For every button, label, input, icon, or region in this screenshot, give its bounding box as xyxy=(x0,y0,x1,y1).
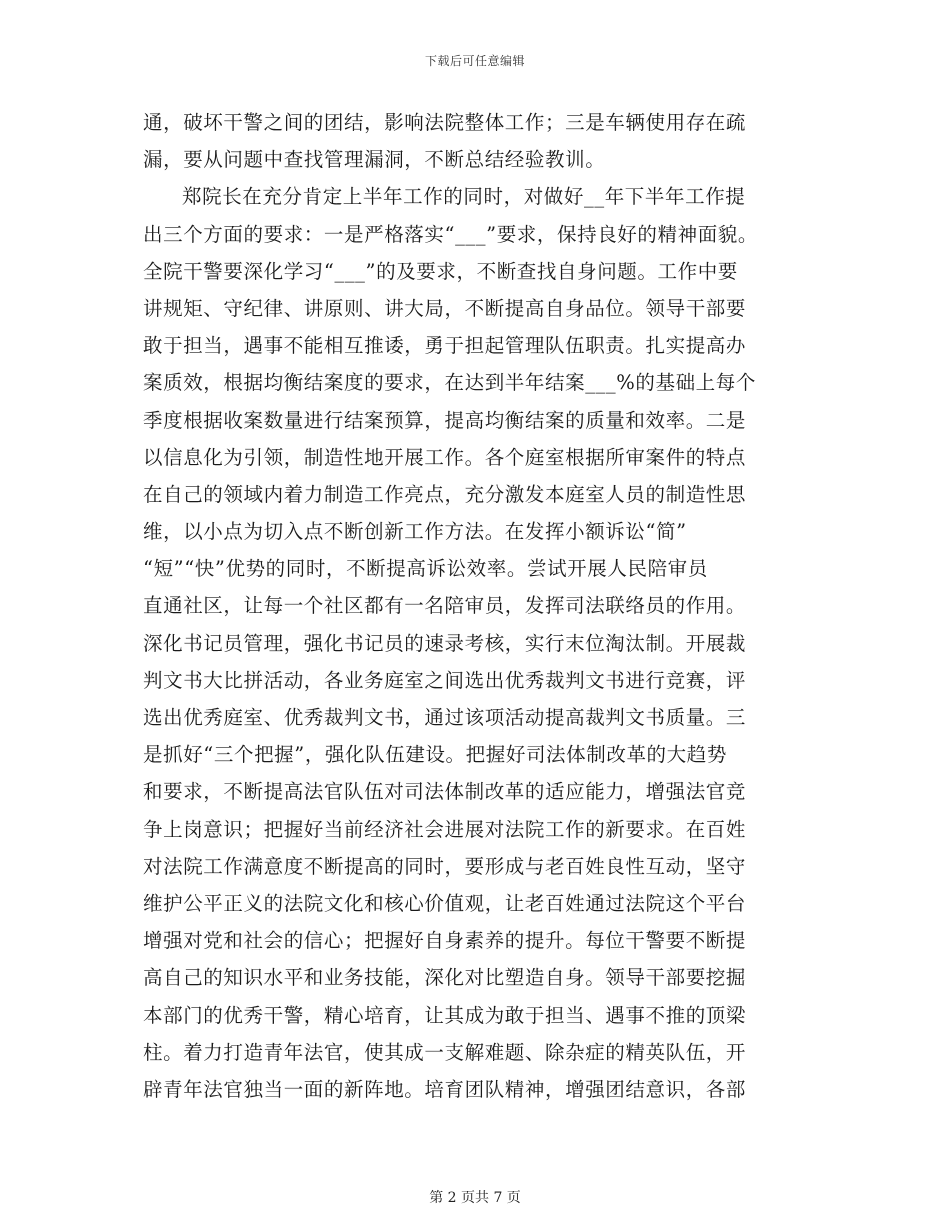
text-line: 讲规矩、守纪律、讲原则、讲大局，不断提高自身品位。领导干部要 xyxy=(143,296,747,320)
page-header: 下载后可任意编辑 xyxy=(424,54,525,68)
text-line: 本部门的优秀干警，精心培育，让其成为敢于担当、遇事不推的顶梁 xyxy=(143,1003,747,1027)
text-line: 全院干警要深化学习“___”的及要求，不断查找自身问题。工作中要 xyxy=(143,259,738,283)
page-footer: 第 2 页共 7 页 xyxy=(429,1190,521,1206)
text-line: 深化书记员管理，强化书记员的速录考核，实行末位淘汰制。开展裁 xyxy=(143,631,747,655)
text-line: 漏，要从问题中查找管理漏洞，不断总结经验教训。 xyxy=(143,148,606,172)
text-line: 是抓好“三个把握”，强化队伍建设。把握好司法体制改革的大趋势 xyxy=(143,743,727,767)
text-line: 案质效，根据均衡结案度的要求，在达到半年结案___%的基础上每个 xyxy=(143,371,756,395)
text-line: 以信息化为引领，制造性地开展工作。各个庭室根据所审案件的特点 xyxy=(143,445,747,469)
text-line: 出三个方面的要求：一是严格落实“___”要求，保持良好的精神面貌。 xyxy=(143,222,758,246)
text-line: 通，破坏干警之间的团结，影响法院整体工作；三是车辆使用存在疏 xyxy=(143,111,747,134)
text-line: 辟青年法官独当一面的新阵地。培育团队精神，增强团结意识，各部 xyxy=(143,1077,747,1101)
text-line: 选出优秀庭室、优秀裁判文书，通过该项活动提高裁判文书质量。三 xyxy=(143,706,747,729)
text-line: 郑院长在充分肯定上半年工作的同时，对做好__年下半年工作提 xyxy=(182,185,746,209)
text-line: 直通社区，让每一个社区都有一名陪审员，发挥司法联络员的作用。 xyxy=(143,594,747,618)
text-line: 和要求，不断提高法官队伍对司法体制改革的适应能力，增强法官竞 xyxy=(143,780,747,804)
text-line: 维护公平正义的法院文化和核心价值观，让老百姓通过法院这个平台 xyxy=(143,891,747,915)
text-line: 高自己的知识水平和业务技能，深化对比塑造自身。领导干部要挖掘 xyxy=(143,966,747,990)
text-line: “短”“快”优势的同时，不断提高诉讼效率。尝试开展人民陪审员 xyxy=(143,557,708,581)
document-body xyxy=(143,104,813,1108)
text-line: 在自己的领域内着力制造工作亮点，充分激发本庭室人员的制造性思 xyxy=(143,482,747,506)
text-line: 增强对党和社会的信心；把握好自身素养的提升。每位干警要不断提 xyxy=(143,929,747,953)
text-line: 季度根据收案数量进行结案预算，提高均衡结案的质量和效率。二是 xyxy=(143,408,747,432)
text-line: 柱。着力打造青年法官，使其成一支解难题、除杂症的精英队伍，开 xyxy=(143,1040,747,1064)
text-line: 对法院工作满意度不断提高的同时，要形成与老百姓良性互动，坚守 xyxy=(143,854,747,878)
text-line: 判文书大比拼活动，各业务庭室之间选出优秀裁判文书进行竞赛，评 xyxy=(143,668,747,692)
text-line: 争上岗意识；把握好当前经济社会进展对法院工作的新要求。在百姓 xyxy=(143,817,747,841)
text-line: 敢于担当，遇事不能相互推诿，勇于担起管理队伍职责。扎实提高办 xyxy=(143,334,747,358)
text-line: 维，以小点为切入点不断创新工作方法。在发挥小额诉讼“简” xyxy=(143,520,687,544)
